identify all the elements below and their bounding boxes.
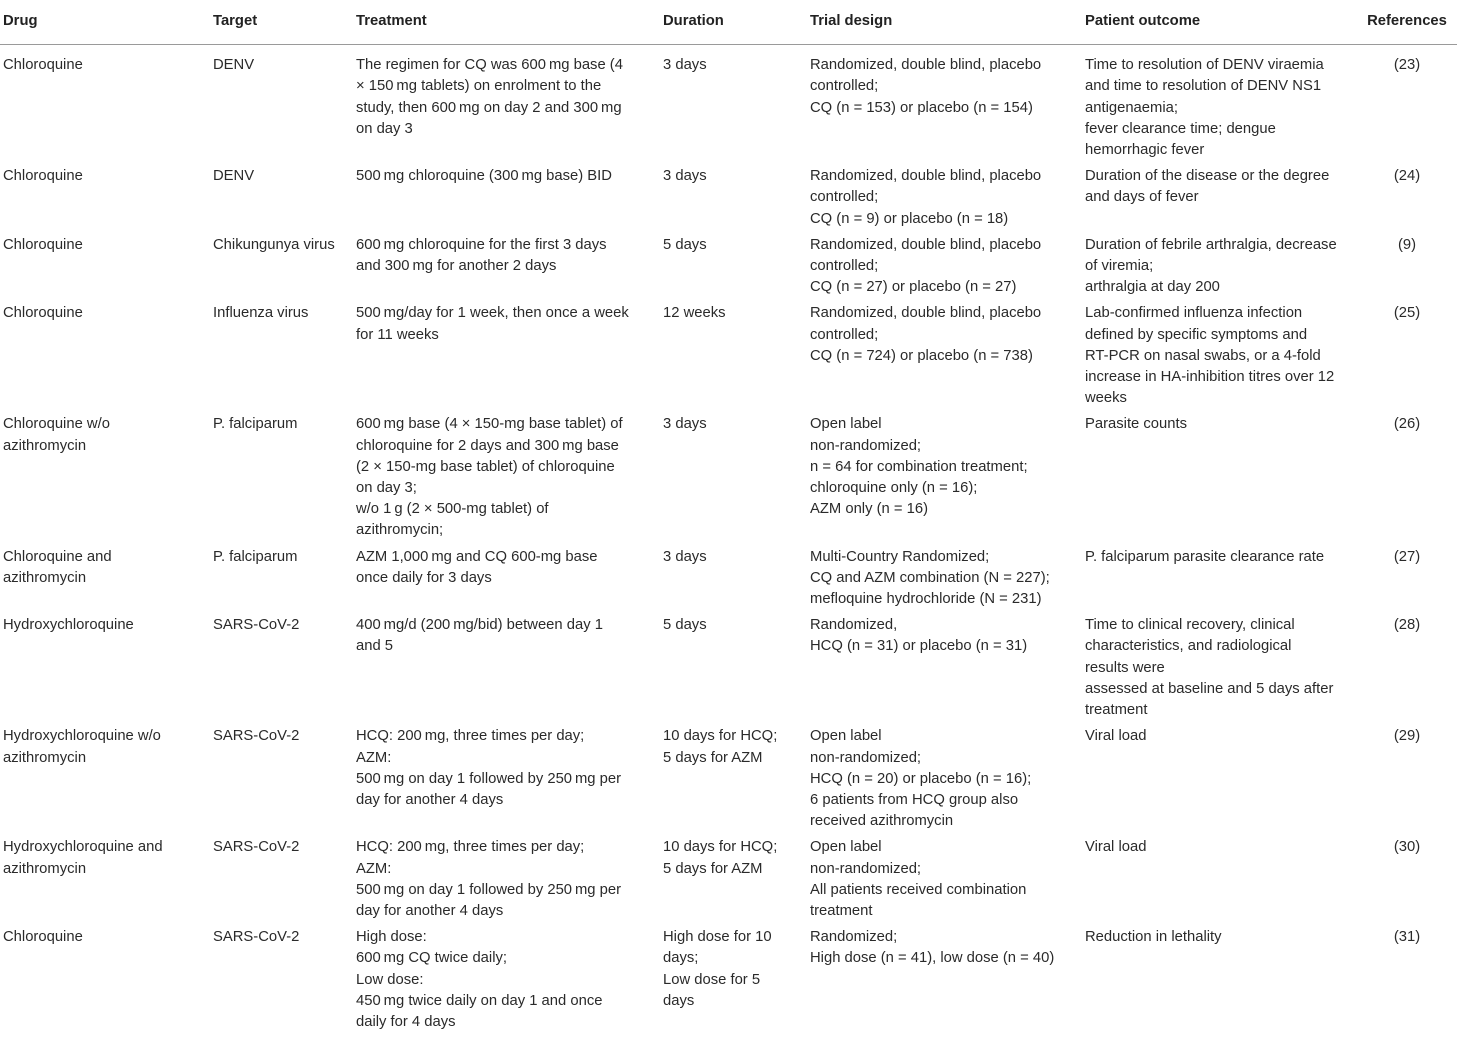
cell-patient-outcome-line: P. falciparum parasite clearance rate [1085,548,1325,565]
cell-treatment [353,832,660,922]
cell-treatment-line: chloroquine for 2 days and 300 mg base [356,437,619,454]
cell-duration-line: 3 days [663,57,707,74]
header-drug: Drug [0,0,210,45]
cell-reference [1357,45,1457,162]
cell-reference [1357,922,1457,1033]
cell-trial-design-line: controlled; [810,78,879,95]
cell-trial-design [807,832,1082,922]
cell-duration-line: 5 days [663,236,707,253]
table-row [0,409,1457,541]
reference-text: (30) [1393,839,1421,856]
cell-target-line: DENV [213,168,255,185]
cell-treatment-line: daily for 4 days [356,1013,456,1030]
cell-trial-design-line: controlled; [810,326,879,343]
cell-trial-design [807,230,1082,299]
cell-duration-line: 10 days for HCQ; [663,728,778,745]
cell-treatment-line: 450 mg twice daily on day 1 and once [356,992,603,1009]
cell-treatment-line: 600 mg base (4 × 150-mg base tablet) of [356,416,623,433]
cell-trial-design [807,542,1082,611]
cell-reference [1357,832,1457,922]
cell-drug [0,161,210,230]
cell-patient-outcome-line: Reduction in lethality [1085,929,1222,946]
cell-duration-line: 5 days for AZM [663,860,763,877]
cell-target [210,230,353,299]
header-duration: Duration [660,0,807,45]
cell-treatment-line: 500 mg chloroquine (300 mg base) BID [356,168,612,185]
cell-trial-design-line: received azithromycin [810,813,954,830]
cell-treatment-line: The regimen for CQ was 600 mg base (4 [356,57,623,74]
reference-text: (9) [1397,236,1417,253]
cell-target [210,161,353,230]
cell-duration-line: Low dose for 5 [663,971,761,988]
cell-patient-outcome [1082,922,1357,1033]
table-row [0,832,1457,922]
cell-trial-design [807,721,1082,832]
cell-duration-line: 12 weeks [663,305,726,322]
cell-treatment-line: once daily for 3 days [356,569,492,586]
cell-trial-design-line: Randomized, double blind, placebo [810,168,1042,185]
table-header [0,0,1457,45]
cell-trial-design-line: Multi-Country Randomized; [810,548,990,565]
cell-treatment-line: Low dose: [356,971,424,988]
cell-drug [0,230,210,299]
cell-treatment [353,610,660,721]
cell-trial-design-line: n = 64 for combination treatment; [810,458,1028,475]
cell-target-line: SARS-CoV-2 [213,617,300,634]
cell-patient-outcome [1082,45,1357,162]
table-row [0,922,1457,1033]
cell-duration [660,922,807,1033]
cell-patient-outcome-line: Viral load [1085,728,1147,745]
table-row [0,610,1457,721]
reference-text: (24) [1393,168,1421,185]
cell-treatment-line: day for another 4 days [356,791,504,808]
cell-duration-line: days; [663,950,699,967]
cell-patient-outcome-line: Duration of the disease or the degree [1085,168,1330,185]
cell-drug-line: azithromycin [3,569,87,586]
cell-trial-design-line: High dose (n = 41), low dose (n = 40) [810,950,1055,967]
cell-drug-line: Hydroxychloroquine and [3,839,163,856]
cell-duration [660,409,807,541]
cell-trial-design-line: Open label [810,416,882,433]
cell-drug-line: Chloroquine [3,57,83,74]
cell-treatment-line: on day 3 [356,120,413,137]
cell-drug-line: Chloroquine w/o [3,416,110,433]
table-row [0,230,1457,299]
cell-trial-design-line: Randomized, double blind, placebo [810,236,1042,253]
cell-trial-design-line: Open label [810,728,882,745]
cell-trial-design-line: HCQ (n = 20) or placebo (n = 16); [810,770,1032,787]
cell-target [210,45,353,162]
cell-target-line: Influenza virus [213,305,309,322]
cell-drug-line: azithromycin [3,749,87,766]
cell-target-line: Chikungunya virus [213,236,335,253]
cell-patient-outcome-line: arthralgia at day 200 [1085,279,1220,296]
cell-treatment-line: AZM: [356,860,392,877]
cell-patient-outcome-line: treatment [1085,702,1148,719]
cell-trial-design-line: controlled; [810,189,879,206]
cell-trial-design [807,409,1082,541]
reference-text: (23) [1393,57,1421,74]
cell-duration [660,45,807,162]
cell-treatment [353,721,660,832]
cell-patient-outcome-line: increase in HA-inhibition titres over 12 [1085,369,1335,386]
cell-trial-design-line: non-randomized; [810,860,922,877]
cell-trial-design [807,610,1082,721]
cell-drug-line: Chloroquine [3,305,83,322]
cell-treatment [353,409,660,541]
cell-duration [660,230,807,299]
cell-patient-outcome-line: of viremia; [1085,258,1154,275]
cell-duration-line: High dose for 10 [663,929,772,946]
table-row [0,542,1457,611]
cell-drug-line: Chloroquine and [3,548,112,565]
cell-duration [660,610,807,721]
reference-text: (27) [1393,548,1421,565]
cell-target-line: SARS-CoV-2 [213,728,300,745]
cell-treatment [353,161,660,230]
cell-patient-outcome-line: Time to clinical recovery, clinical [1085,617,1295,634]
cell-reference [1357,161,1457,230]
cell-reference [1357,298,1457,409]
cell-patient-outcome-line: hemorrhagic fever [1085,142,1205,159]
cell-trial-design-line: AZM only (n = 16) [810,501,929,518]
cell-trial-design-line: non-randomized; [810,437,922,454]
cell-drug [0,298,210,409]
cell-target-line: SARS-CoV-2 [213,929,300,946]
cell-trial-design-line: Open label [810,839,882,856]
cell-trial-design-line: Randomized, [810,617,898,634]
cell-trial-design [807,161,1082,230]
cell-patient-outcome-line: characteristics, and radiological [1085,638,1292,655]
cell-duration-line: 3 days [663,416,707,433]
cell-target [210,298,353,409]
cell-trial-design-line: non-randomized; [810,749,922,766]
cell-trial-design-line: CQ and AZM combination (N = 227); [810,569,1050,586]
cell-patient-outcome [1082,610,1357,721]
cell-treatment-line: 600 mg chloroquine for the first 3 days [356,236,607,253]
table-body [0,45,1457,1033]
cell-patient-outcome [1082,542,1357,611]
cell-drug-line: azithromycin [3,437,87,454]
reference-text: (25) [1393,305,1421,322]
cell-treatment-line: 600 mg CQ twice daily; [356,950,507,967]
cell-treatment-line: on day 3; [356,480,417,497]
cell-target-line: DENV [213,57,255,74]
cell-duration [660,161,807,230]
cell-duration-line: days [663,992,695,1009]
cell-trial-design-line: treatment [810,902,873,919]
cell-treatment-line: High dose: [356,929,427,946]
cell-treatment-line: × 150 mg tablets) on enrolment to the [356,78,602,95]
table-row [0,721,1457,832]
cell-target [210,832,353,922]
cell-trial-design [807,45,1082,162]
cell-treatment-line: (2 × 150-mg base tablet) of chloroquine [356,458,615,475]
cell-drug [0,610,210,721]
cell-patient-outcome-line: Lab-confirmed influenza infection [1085,305,1303,322]
cell-reference [1357,721,1457,832]
cell-drug-line: azithromycin [3,860,87,877]
cell-treatment-line: for 11 weeks [356,326,439,343]
reference-text: (29) [1393,728,1421,745]
reference-text: (26) [1393,416,1421,433]
cell-trial-design-line: HCQ (n = 31) or placebo (n = 31) [810,638,1028,655]
cell-drug [0,409,210,541]
cell-trial-design-line: Randomized, double blind, placebo [810,305,1042,322]
cell-target-line: P. falciparum [213,416,298,433]
cell-duration [660,721,807,832]
cell-drug-line: Hydroxychloroquine [3,617,134,634]
cell-trial-design-line: chloroquine only (n = 16); [810,480,978,497]
cell-treatment-line: 500 mg on day 1 followed by 250 mg per [356,770,622,787]
header-target: Target [210,0,353,45]
cell-patient-outcome-line: assessed at baseline and 5 days after [1085,680,1334,697]
cell-treatment-line: w/o 1 g (2 × 500-mg tablet) of [356,501,549,518]
cell-duration-line: 10 days for HCQ; [663,839,778,856]
cell-drug-line: Hydroxychloroquine w/o [3,728,161,745]
cell-patient-outcome-line: fever clearance time; dengue [1085,120,1276,137]
cell-target-line: P. falciparum [213,548,298,565]
cell-treatment [353,45,660,162]
cell-drug-line: Chloroquine [3,168,83,185]
cell-reference [1357,230,1457,299]
cell-drug [0,542,210,611]
cell-trial-design-line: CQ (n = 153) or placebo (n = 154) [810,99,1033,116]
cell-patient-outcome-line: and time to resolution of DENV NS1 [1085,78,1322,95]
table-row [0,45,1457,162]
cell-trial-design-line: Randomized, double blind, placebo [810,57,1042,74]
cell-duration [660,832,807,922]
cell-reference [1357,610,1457,721]
cell-duration [660,298,807,409]
cell-drug-line: Chloroquine [3,929,83,946]
cell-target-line: SARS-CoV-2 [213,839,300,856]
header-references: References [1357,0,1457,45]
cell-patient-outcome [1082,298,1357,409]
cell-drug [0,721,210,832]
cell-target [210,922,353,1033]
table-row [0,298,1457,409]
cell-treatment [353,542,660,611]
cell-treatment-line: study, then 600 mg on day 2 and 300 mg [356,99,622,116]
cell-treatment [353,230,660,299]
cell-patient-outcome-line: and days of fever [1085,189,1199,206]
cell-patient-outcome-line: defined by specific symptoms and [1085,326,1308,343]
cell-target [210,542,353,611]
cell-patient-outcome-line: antigenaemia; [1085,99,1178,116]
cell-trial-design [807,298,1082,409]
cell-treatment-line: 400 mg/d (200 mg/bid) between day 1 [356,617,603,634]
cell-patient-outcome-line: Parasite counts [1085,416,1187,433]
cell-duration-line: 3 days [663,548,707,565]
cell-target [210,610,353,721]
cell-treatment-line: and 300 mg for another 2 days [356,258,557,275]
cell-treatment-line: HCQ: 200 mg, three times per day; [356,839,585,856]
cell-target [210,721,353,832]
cell-treatment-line: 500 mg/day for 1 week, then once a week [356,305,629,322]
reference-text: (31) [1393,929,1421,946]
cell-target [210,409,353,541]
cell-treatment-line: and 5 [356,638,394,655]
cell-treatment [353,922,660,1033]
cell-duration [660,542,807,611]
cell-patient-outcome [1082,832,1357,922]
cell-reference [1357,409,1457,541]
cell-patient-outcome-line: Viral load [1085,839,1147,856]
cell-patient-outcome-line: RT-PCR on nasal swabs, or a 4-fold [1085,347,1321,364]
cell-patient-outcome-line: weeks [1085,390,1127,407]
cell-trial-design-line: Randomized; [810,929,898,946]
cell-reference [1357,542,1457,611]
cell-duration-line: 3 days [663,168,707,185]
cell-treatment-line: azithromycin; [356,522,444,539]
header-patient-outcome: Patient outcome [1082,0,1357,45]
cell-drug [0,45,210,162]
cell-drug-line: Chloroquine [3,236,83,253]
cell-treatment-line: 500 mg on day 1 followed by 250 mg per [356,881,622,898]
cell-trial-design [807,922,1082,1033]
cell-patient-outcome [1082,409,1357,541]
table-row [0,161,1457,230]
cell-treatment-line: AZM: [356,749,392,766]
cell-trial-design-line: CQ (n = 27) or placebo (n = 27) [810,279,1017,296]
cell-drug [0,922,210,1033]
cell-trial-design-line: 6 patients from HCQ group also [810,791,1019,808]
cell-treatment-line: day for another 4 days [356,902,504,919]
cell-trial-design-line: controlled; [810,258,879,275]
header-treatment: Treatment [353,0,660,45]
cell-patient-outcome [1082,230,1357,299]
cell-trial-design-line: mefloquine hydrochloride (N = 231) [810,591,1042,608]
reference-text: (28) [1393,617,1421,634]
cell-patient-outcome-line: results were [1085,659,1165,676]
cell-treatment-line: HCQ: 200 mg, three times per day; [356,728,585,745]
cell-patient-outcome [1082,161,1357,230]
header-trial-design: Trial design [807,0,1082,45]
cell-trial-design-line: All patients received combination [810,881,1027,898]
cell-duration-line: 5 days [663,617,707,634]
cell-patient-outcome [1082,721,1357,832]
cell-treatment-line: AZM 1,000 mg and CQ 600-mg base [356,548,598,565]
cell-drug [0,832,210,922]
cell-duration-line: 5 days for AZM [663,749,763,766]
cell-patient-outcome-line: Time to resolution of DENV viraemia [1085,57,1324,74]
cell-trial-design-line: CQ (n = 9) or placebo (n = 18) [810,210,1009,227]
cell-trial-design-line: CQ (n = 724) or placebo (n = 738) [810,347,1033,364]
header-row [0,0,1457,45]
cell-treatment [353,298,660,409]
cell-patient-outcome-line: Duration of febrile arthralgia, decrease [1085,236,1337,253]
